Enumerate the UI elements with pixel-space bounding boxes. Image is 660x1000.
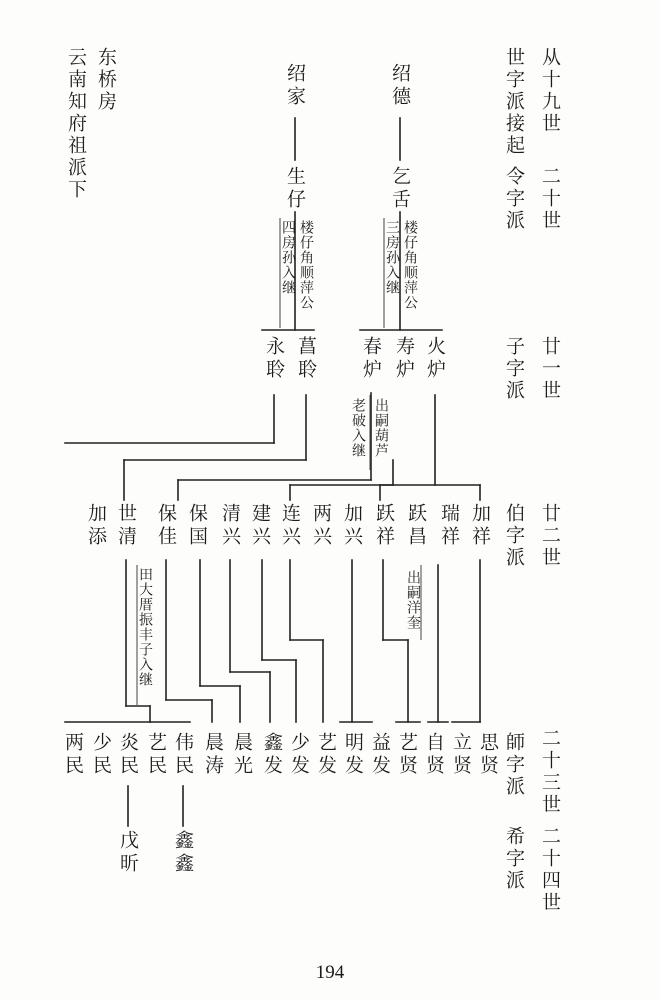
gen22-person: 加兴 (341, 503, 363, 549)
gen22-person: 保佳 (155, 503, 177, 549)
gen23-person: 明发 (342, 732, 364, 778)
gen22-person: 保国 (186, 503, 208, 549)
gen23-person: 少民 (90, 732, 112, 778)
gen20-subheader: 令字派 (503, 166, 525, 232)
gen21-person: 春炉 (360, 336, 382, 382)
gen23-person: 艺民 (145, 732, 167, 778)
gen22-person: 加添 (85, 503, 107, 549)
gen24-header: 二十四世 (539, 826, 561, 914)
gen23-person: 鑫发 (261, 732, 283, 778)
gen20-header: 二十世 (539, 166, 561, 232)
adoption-note: 楼仔角顺萍公 (298, 220, 314, 310)
gen20-person: 乞舌 (389, 166, 411, 212)
gen21-person: 寿炉 (393, 336, 415, 382)
adoption-note: 田大厝振丰子入继 (137, 567, 153, 687)
gen19-person: 绍德 (389, 63, 411, 109)
gen23-person: 自贤 (423, 732, 445, 778)
adoption-note: 楼仔角顺萍公 (402, 220, 418, 310)
gen19-header: 从十九世 (539, 47, 561, 135)
gen22-person: 连兴 (279, 503, 301, 549)
gen21-person: 菖聆 (295, 336, 317, 382)
gen21-subheader: 子字派 (503, 336, 525, 402)
gen22-person: 加祥 (469, 503, 491, 549)
gen23-person: 艺贤 (396, 732, 418, 778)
gen24-subheader: 希字派 (503, 826, 525, 892)
gen23-header: 二十三世 (539, 728, 561, 816)
gen22-person: 世清 (115, 503, 137, 549)
gen22-person: 瑞祥 (438, 503, 460, 549)
gen22-person: 跃祥 (373, 503, 395, 549)
adoption-note: 出嗣洋奎 (405, 570, 421, 630)
gen22-subheader: 伯字派 (503, 503, 525, 569)
gen24-person: 鑫鑫 (172, 830, 194, 876)
adoption-note: 出嗣葫芦 (373, 398, 389, 458)
gen21-header: 廿一世 (539, 336, 561, 402)
gen22-person: 清兴 (219, 503, 241, 549)
gen19-person: 绍家 (284, 63, 306, 109)
adoption-note: 老破入继 (350, 398, 366, 458)
gen22-person: 两兴 (310, 503, 332, 549)
gen23-person: 立贤 (450, 732, 472, 778)
gen24-person: 戊昕 (117, 830, 139, 876)
gen23-person: 两民 (62, 732, 84, 778)
adoption-note: 四房孙入继 (280, 220, 296, 295)
gen23-person: 伟民 (172, 732, 194, 778)
gen21-person: 永聆 (263, 336, 285, 382)
gen22-person: 建兴 (249, 503, 271, 549)
gen19-subheader: 世字派接起 (503, 47, 525, 157)
gen23-person: 少发 (288, 732, 310, 778)
gen22-person: 跃昌 (405, 503, 427, 549)
gen23-person: 益发 (369, 732, 391, 778)
gen22-header: 廿二世 (539, 503, 561, 569)
gen20-person: 生仔 (284, 166, 306, 212)
gen23-person: 晨涛 (202, 732, 224, 778)
gen23-person: 晨光 (231, 732, 253, 778)
gen23-person: 炎民 (117, 732, 139, 778)
branch-origin: 云南知府祖派下 (65, 47, 87, 201)
gen21-person: 火炉 (424, 336, 446, 382)
gen23-person: 艺发 (315, 732, 337, 778)
branch-name: 东桥房 (95, 47, 117, 113)
adoption-note: 三房孙入继 (384, 220, 400, 295)
page-number: 194 (315, 962, 345, 983)
gen23-subheader: 師字派 (503, 732, 525, 798)
gen23-person: 思贤 (477, 732, 499, 778)
